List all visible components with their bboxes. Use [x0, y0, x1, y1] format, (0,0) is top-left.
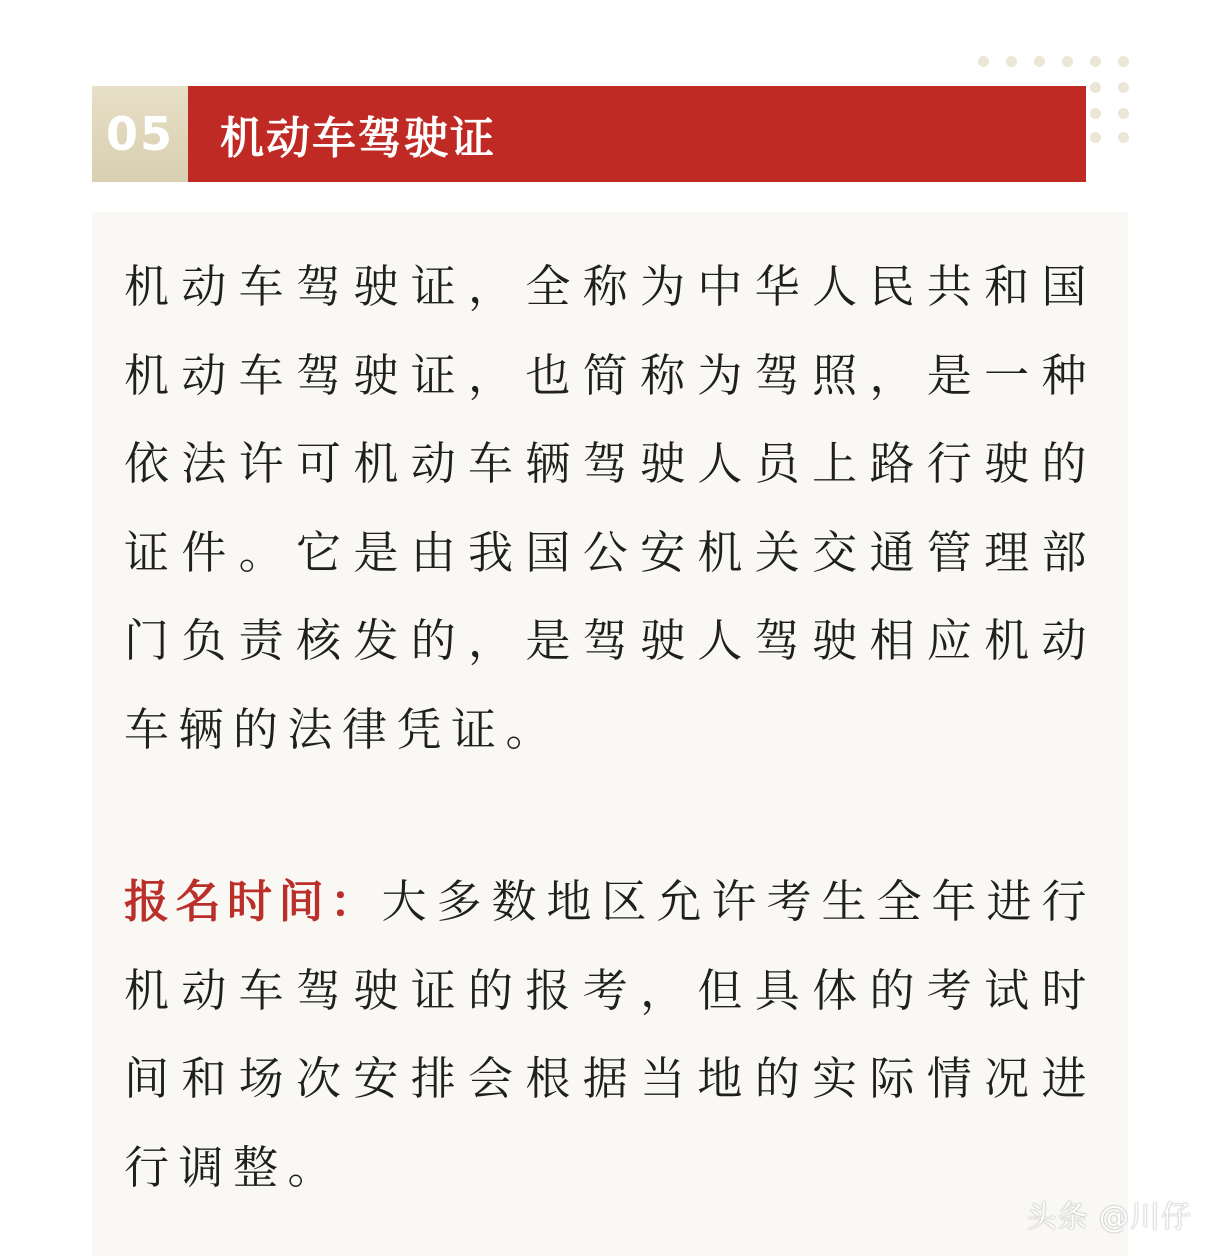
- registration-time-text: 大多数地区允许考生全年进行机动车驾驶证的报考，但具体的考试时间和场次安排会根据当地的实际情况进行调整。: [124, 875, 1096, 1194]
- section-title-bar: [188, 86, 1086, 182]
- watermark: 头条 @川仔: [1026, 1200, 1192, 1235]
- registration-time-label: 报名时间：: [124, 875, 382, 928]
- definition-paragraph: 机动车驾驶证，全称为中华人民共和国机动车驾驶证，也简称为驾照，是一种依法许可机动车辆驾驶人员上路行驶的证件。它是由我国公安机关交通管理部门负责核发的，是驾驶人驾驶相应机动车辆的法律凭证。: [124, 260, 1096, 756]
- section-number-box: [92, 86, 188, 182]
- section-header: [92, 86, 1086, 182]
- section-number: 05: [105, 107, 174, 161]
- registration-paragraph: [124, 858, 1096, 1212]
- section-title: 机动车驾驶证: [220, 113, 496, 164]
